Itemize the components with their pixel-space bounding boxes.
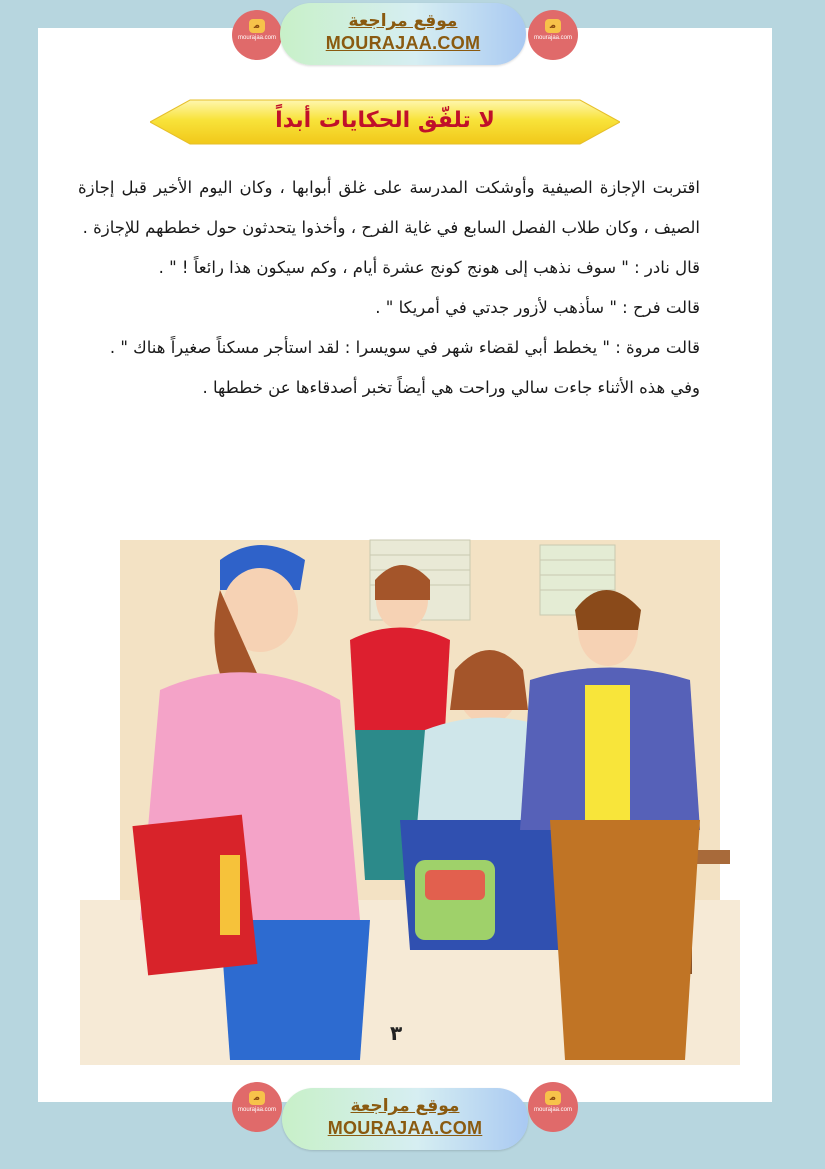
logo-caption: mourajaa.com [533, 35, 572, 41]
logo-mark: ﻣ [545, 1091, 561, 1105]
page-number: ٣ [390, 1021, 403, 1045]
site-banner-bottom[interactable] [282, 1088, 528, 1150]
page-title: لا تلفّق الحكايات أبداً [275, 108, 495, 133]
paragraph-intro: اقتربت الإجازة الصيفية وأوشكت المدرسة على غلق أبوابها ، وكان اليوم الأخير قبل إجازة الصيف ، وكان طلاب الفصل السابع في غاية الفرح ، وأخذوا يتحدثون حول خططهم للإجازة . [78, 178, 700, 237]
site-banner-top[interactable] [280, 3, 526, 65]
logo-mark: ﻣ [545, 19, 561, 33]
logo-caption: mourajaa.com [237, 35, 276, 41]
site-logo-icon[interactable] [528, 10, 578, 60]
site-name-english[interactable]: MOURAJAA.COM [325, 33, 481, 53]
paragraph-marwa: قالت مروة : " يخطط أبي لقضاء شهر في سويسرا : لقد استأجر مسكناً صغيراً هناك " . [109, 338, 700, 357]
paragraph-farah: قالت فرح : " سأذهب لأزور جدتي في أمريكا " . [375, 298, 700, 317]
logo-caption: mourajaa.com [237, 1107, 276, 1113]
paragraph-sally: وفي هذه الأثناء جاءت سالي وراحت هي أيضاً تخبر أصدقاءها عن خططها . [202, 378, 700, 397]
logo-mark: ﻣ [249, 19, 265, 33]
site-name-arabic[interactable]: موقع مراجعة [348, 11, 458, 31]
paragraph-nader: قال نادر : " سوف نذهب إلى هونج كونج عشرة أيام ، وكم سيكون هذا رائعاً ! " . [158, 258, 700, 277]
classroom-illustration [80, 520, 740, 1065]
logo-caption: mourajaa.com [533, 1107, 572, 1113]
site-logo-icon[interactable] [232, 1082, 282, 1132]
logo-mark: ﻣ [249, 1091, 265, 1105]
site-logo-icon[interactable] [528, 1082, 578, 1132]
site-logo-icon[interactable] [232, 10, 282, 60]
site-name-arabic[interactable]: موقع مراجعة [350, 1096, 460, 1116]
site-name-english[interactable]: MOURAJAA.COM [327, 1118, 483, 1138]
story-text [78, 168, 718, 408]
title-ribbon [150, 96, 620, 148]
